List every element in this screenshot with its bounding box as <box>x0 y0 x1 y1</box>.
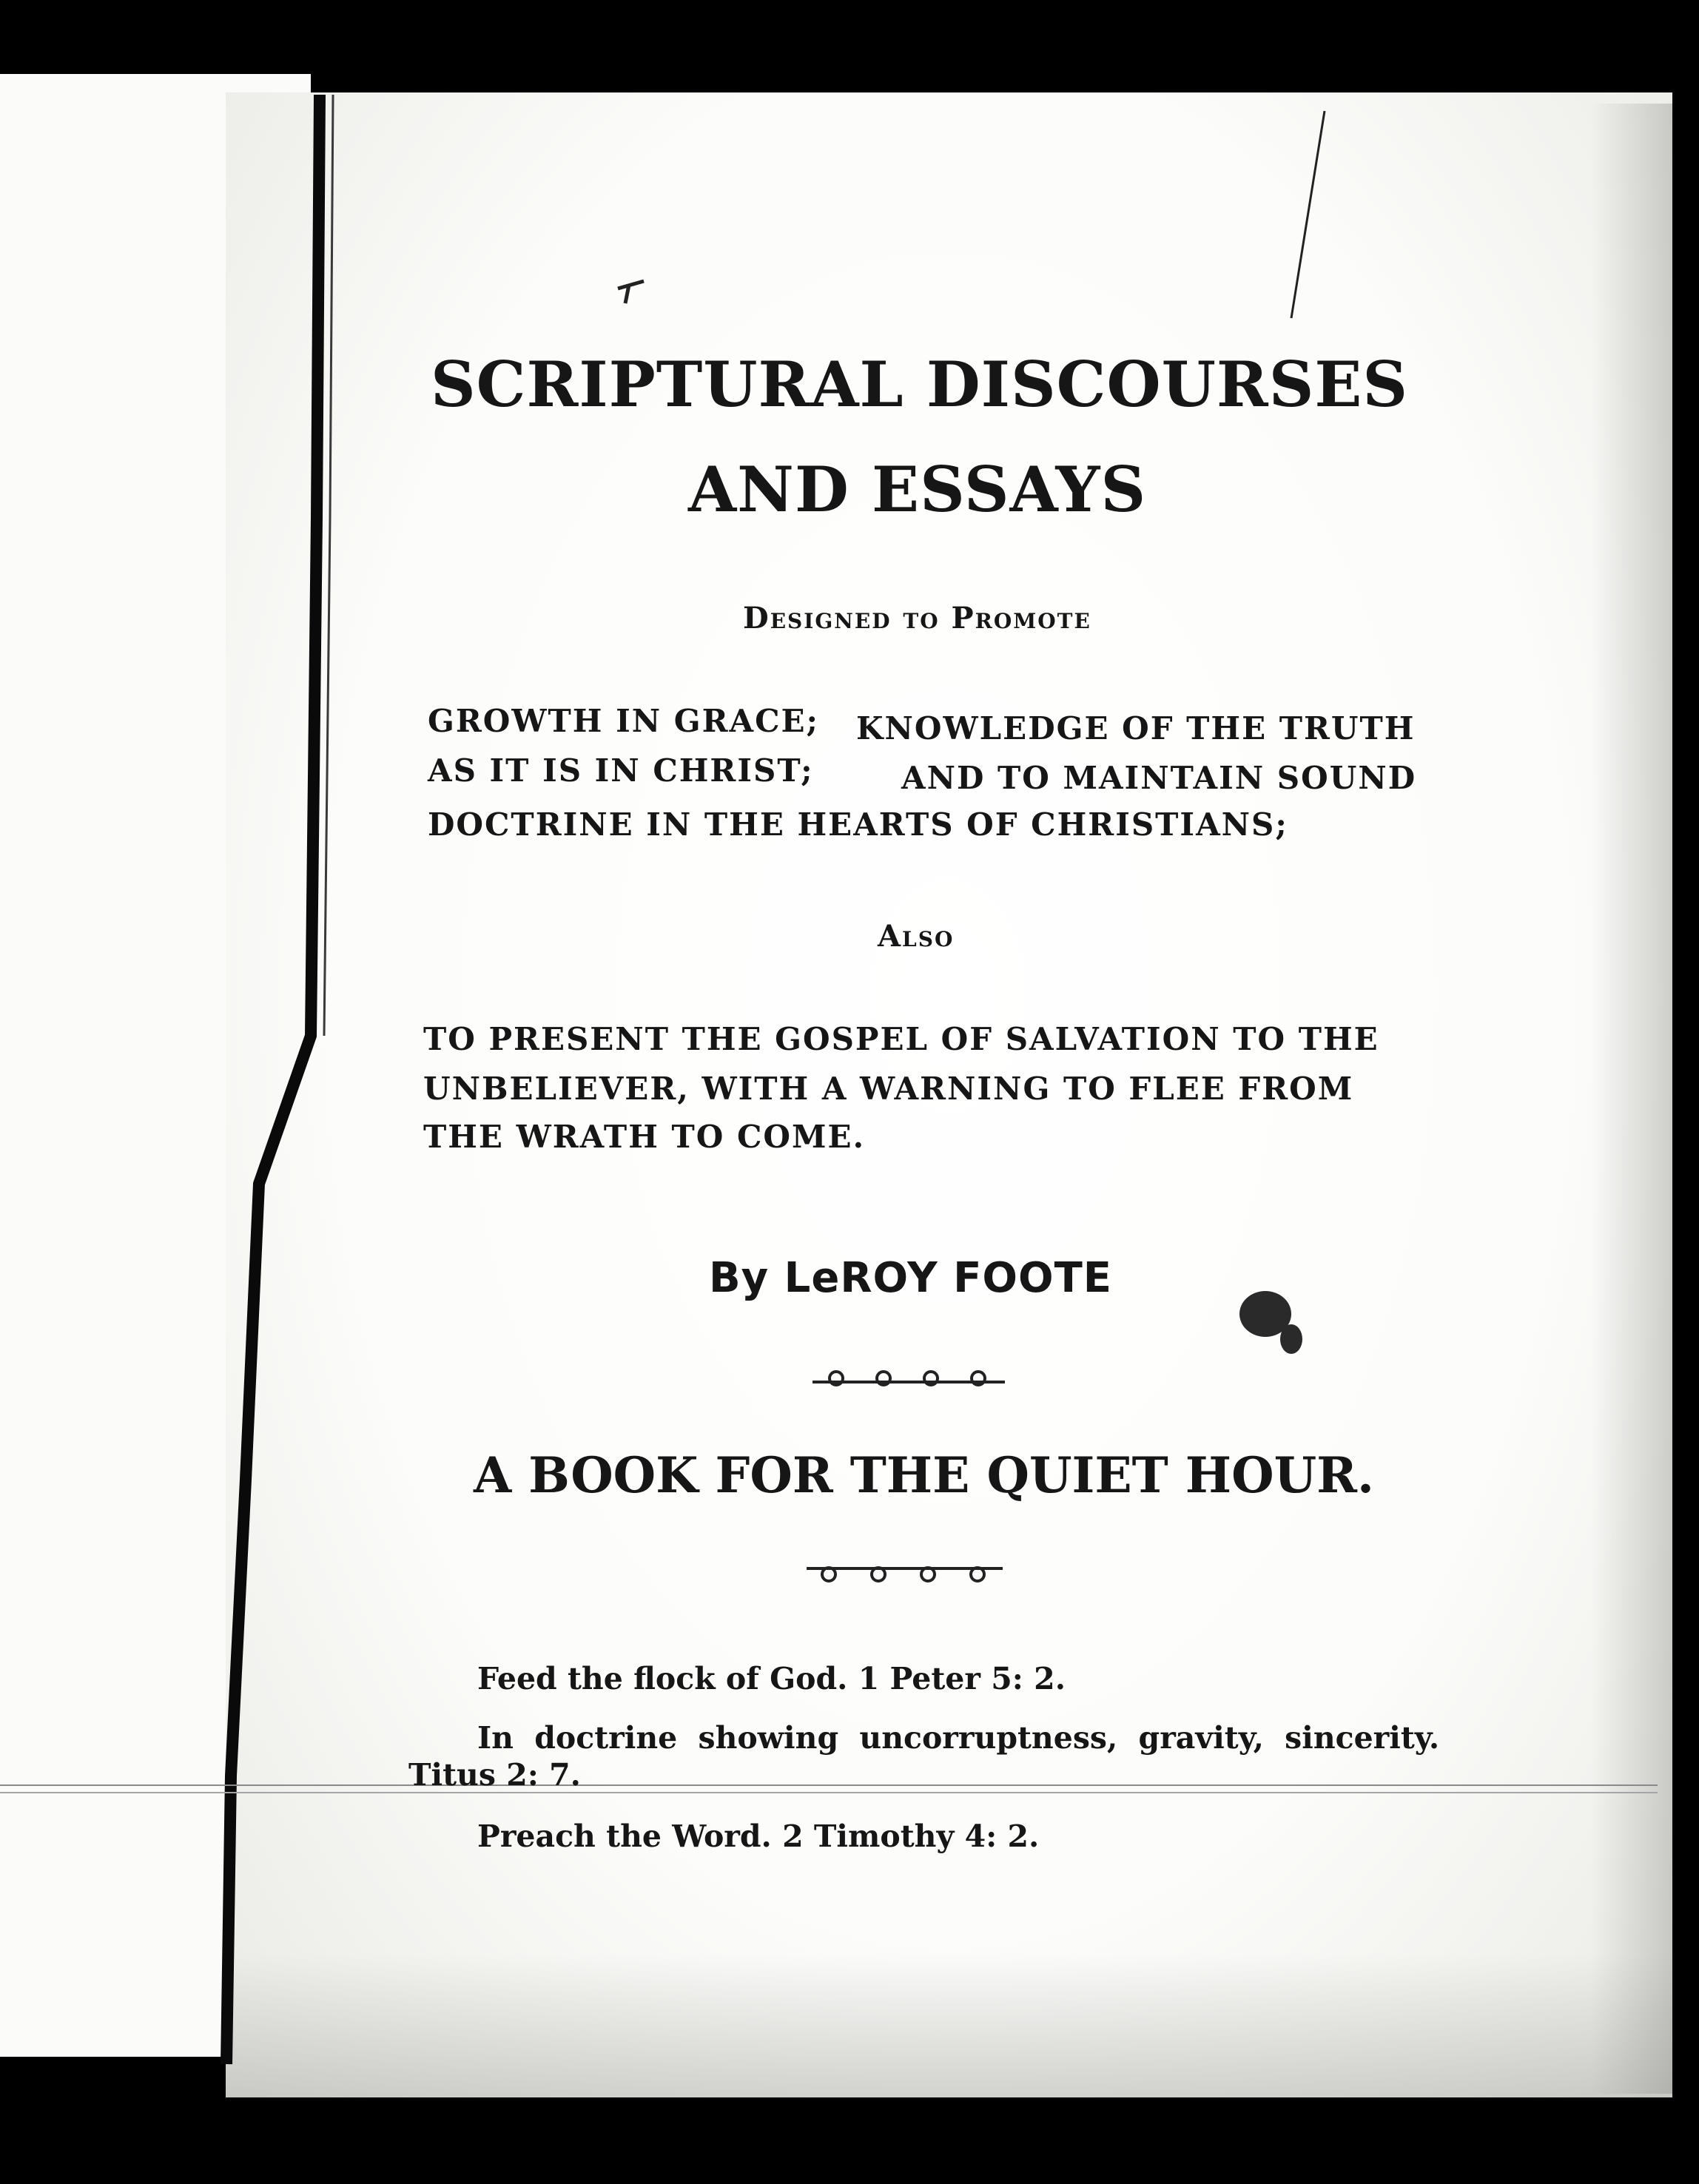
purpose-line-2b: AND TO MAINTAIN SOUND <box>901 760 1417 796</box>
title-line-1: SCRIPTURAL DISCOURSES <box>431 348 1409 421</box>
scan-artifact-line <box>0 1784 1658 1793</box>
verse-titus-reference: Titus 2: 7. <box>408 1757 581 1793</box>
purpose-line-1b: KNOWLEDGE OF THE TRUTH <box>856 710 1416 746</box>
verse-titus: In doctrine showing uncorruptness, gravity, sincerity. <box>477 1720 1440 1756</box>
subtitle-quiet-hour: A BOOK FOR THE QUIET HOUR. <box>474 1446 1375 1504</box>
gospel-line-3: THE WRATH TO COME. <box>423 1119 866 1155</box>
page-edge-shadow-right <box>1591 104 1672 2094</box>
scroll-ornament-icon <box>813 1367 1005 1389</box>
designed-to-promote: Designed to Promote <box>743 601 1091 636</box>
page-edge-shadow-bottom <box>226 1953 1672 2097</box>
gospel-line-2: UNBELIEVER, WITH A WARNING TO FLEE FROM <box>423 1071 1354 1107</box>
gospel-line-1: TO PRESENT THE GOSPEL OF SALVATION TO THE <box>423 1021 1379 1057</box>
also-label: Also <box>878 919 955 954</box>
title-line-2: AND ESSAYS <box>688 453 1147 526</box>
ink-blot-tail <box>1280 1324 1302 1354</box>
verse-timothy: Preach the Word. 2 Timothy 4: 2. <box>477 1819 1040 1854</box>
scroll-ornament-icon <box>807 1563 1003 1586</box>
purpose-line-2a: AS IT IS IN CHRIST; <box>428 752 814 789</box>
author-line: By LeROY FOOTE <box>709 1254 1113 1302</box>
purpose-line-3: DOCTRINE IN THE HEARTS OF CHRISTIANS; <box>428 806 1288 843</box>
purpose-line-1a: GROWTH IN GRACE; <box>428 703 820 739</box>
verse-1-peter: Feed the flock of God. 1 Peter 5: 2. <box>477 1661 1066 1696</box>
